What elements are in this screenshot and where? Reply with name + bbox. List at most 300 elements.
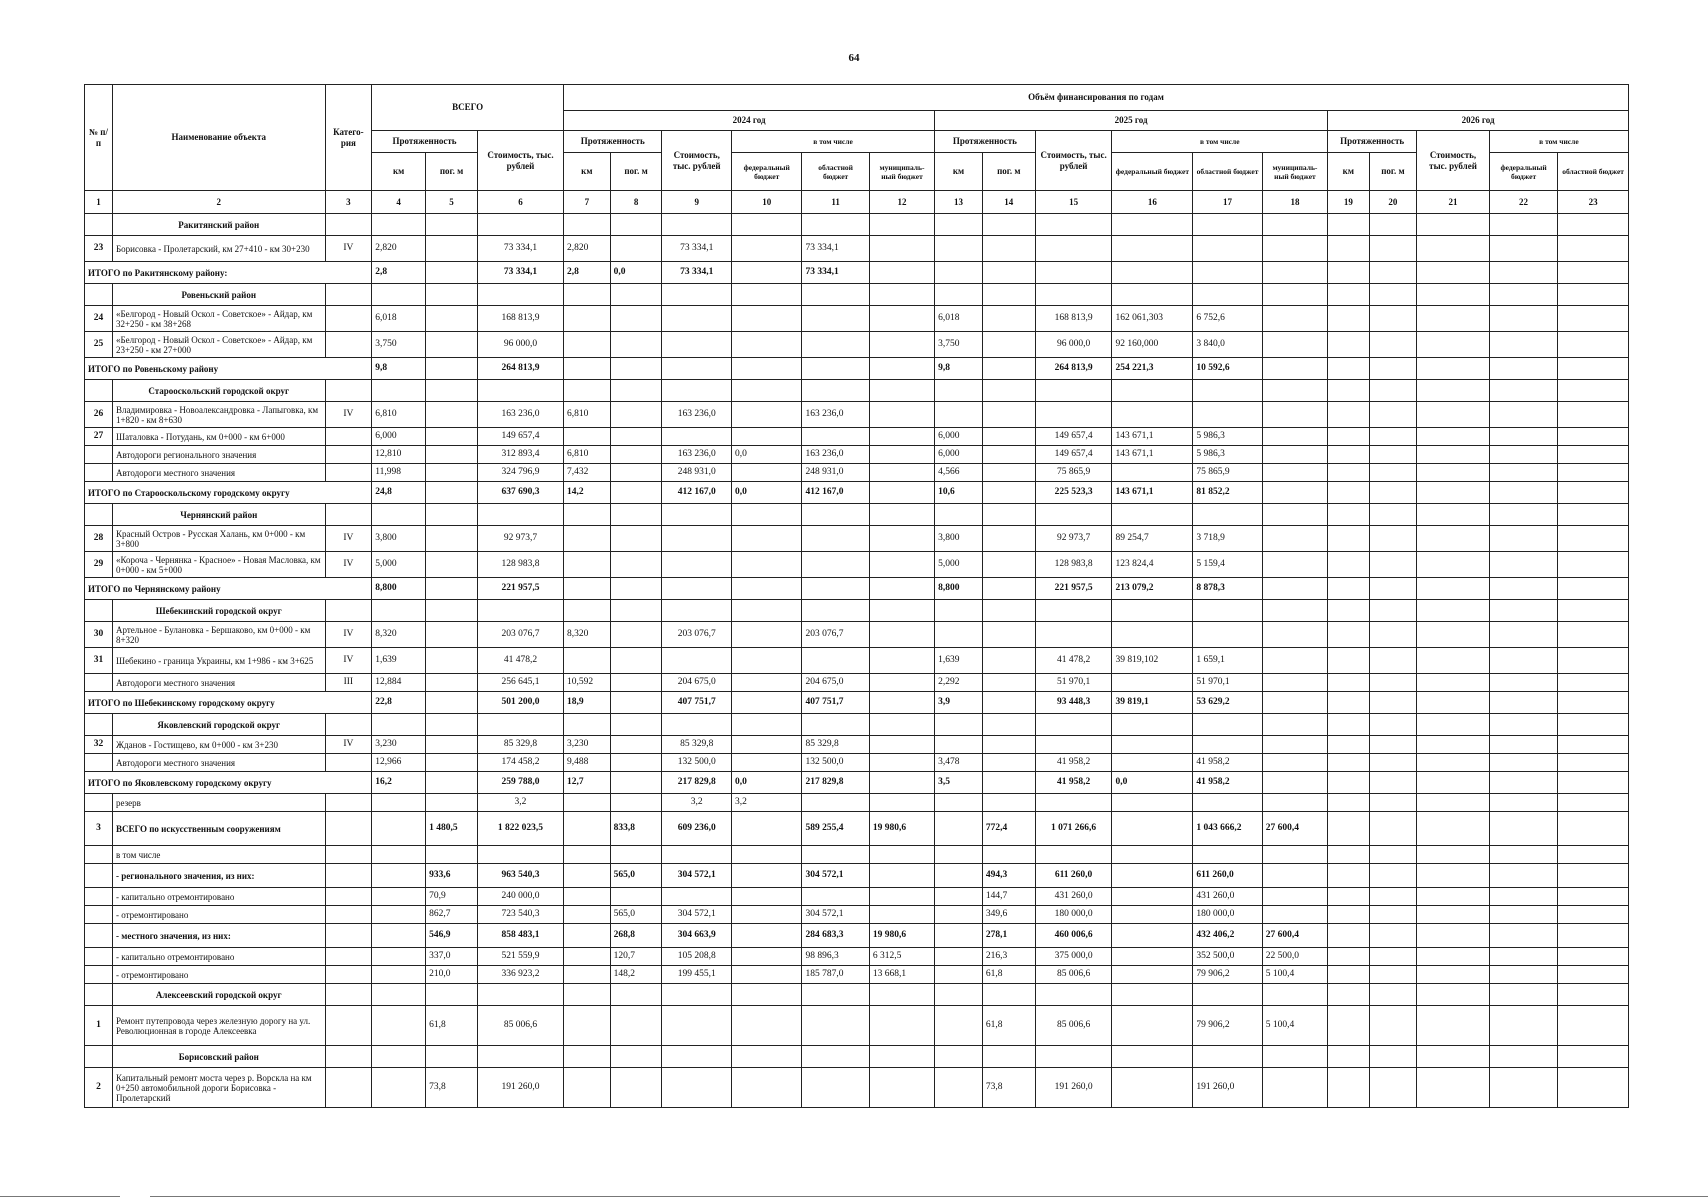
value-cell: 1 659,1 [1193, 648, 1262, 674]
value-cell [426, 648, 478, 674]
object-name: - капитально отремонтировано [112, 888, 325, 906]
value-cell: 13 668,1 [869, 966, 934, 984]
value-cell [1369, 622, 1417, 648]
value-cell [731, 1006, 802, 1046]
value-cell: 19 980,6 [869, 812, 934, 846]
value-cell [1369, 674, 1417, 692]
value-cell [1112, 504, 1193, 526]
total-row [85, 578, 1629, 600]
row-number: 27 [85, 428, 113, 446]
value-cell [662, 984, 731, 1006]
value-cell: 3,750 [935, 332, 983, 358]
value-cell [1558, 622, 1629, 648]
value-cell [610, 214, 662, 236]
value-cell [662, 526, 731, 552]
value-cell [1328, 482, 1369, 504]
table-row [85, 428, 1629, 446]
value-cell [802, 552, 869, 578]
value-cell [1558, 772, 1629, 794]
value-cell: 203 076,7 [477, 622, 563, 648]
value-cell [1558, 380, 1629, 402]
value-cell: 39 819,102 [1112, 648, 1193, 674]
value-cell [477, 214, 563, 236]
row-number [85, 794, 113, 812]
value-cell [563, 888, 610, 906]
row-number [85, 846, 113, 864]
value-cell [662, 214, 731, 236]
value-cell [731, 284, 802, 306]
value-cell: 213 079,2 [1112, 578, 1193, 600]
value-cell [869, 906, 934, 924]
value-cell [1369, 428, 1417, 446]
value-cell [869, 888, 934, 906]
value-cell [1262, 380, 1327, 402]
value-cell: 264 813,9 [477, 358, 563, 380]
value-cell [563, 306, 610, 332]
value-cell: 27 600,4 [1262, 812, 1327, 846]
value-cell: 51 970,1 [1193, 674, 1262, 692]
value-cell: 304 572,1 [662, 906, 731, 924]
value-cell [662, 714, 731, 736]
value-cell [1417, 1046, 1490, 1068]
category [325, 446, 372, 464]
value-cell [477, 380, 563, 402]
value-cell [610, 692, 662, 714]
category [325, 864, 372, 888]
value-cell [1558, 754, 1629, 772]
value-cell [1489, 948, 1557, 966]
value-cell: 6,000 [935, 428, 983, 446]
value-cell [1035, 236, 1112, 262]
header-year-2025: 2025 год [935, 111, 1328, 131]
value-cell [563, 1046, 610, 1068]
value-cell: 407 751,7 [662, 692, 731, 714]
value-cell [869, 306, 934, 332]
value-cell [1558, 1068, 1629, 1108]
category: IV [325, 736, 372, 754]
value-cell: 3,5 [935, 772, 983, 794]
value-cell: 324 796,9 [477, 464, 563, 482]
district-row [85, 714, 1629, 736]
value-cell [1193, 622, 1262, 648]
value-cell [610, 754, 662, 772]
value-cell [1558, 714, 1629, 736]
value-cell [982, 428, 1035, 446]
value-cell: 6,018 [372, 306, 426, 332]
value-cell [1369, 600, 1417, 622]
value-cell [802, 714, 869, 736]
value-cell: 412 167,0 [802, 482, 869, 504]
value-cell: 144,7 [982, 888, 1035, 906]
value-cell [1328, 578, 1369, 600]
value-cell: 132 500,0 [802, 754, 869, 772]
value-cell [1489, 736, 1557, 754]
value-cell [1489, 674, 1557, 692]
value-cell [802, 358, 869, 380]
value-cell: 3,2 [477, 794, 563, 812]
value-cell [1489, 622, 1557, 648]
value-cell [869, 754, 934, 772]
value-cell [1262, 622, 1327, 648]
value-cell [935, 214, 983, 236]
value-cell [1558, 888, 1629, 906]
value-cell [1262, 446, 1327, 464]
value-cell [1035, 714, 1112, 736]
value-cell [1369, 692, 1417, 714]
table-row [85, 924, 1629, 948]
table-row [85, 794, 1629, 812]
value-cell [1558, 906, 1629, 924]
value-cell [1417, 358, 1490, 380]
value-cell: 9,8 [372, 358, 426, 380]
value-cell: 5,000 [372, 552, 426, 578]
value-cell [935, 1068, 983, 1108]
value-cell: 128 983,8 [1035, 552, 1112, 578]
value-cell: 162 061,303 [1112, 306, 1193, 332]
column-number: 8 [610, 191, 662, 214]
value-cell: 73 334,1 [662, 262, 731, 284]
value-cell: 264 813,9 [1035, 358, 1112, 380]
value-cell [372, 714, 426, 736]
value-cell [662, 1068, 731, 1108]
value-cell [1558, 332, 1629, 358]
value-cell [1112, 924, 1193, 948]
value-cell [731, 864, 802, 888]
value-cell [1328, 888, 1369, 906]
value-cell: 180 000,0 [1193, 906, 1262, 924]
value-cell: 203 076,7 [802, 622, 869, 648]
value-cell [1193, 714, 1262, 736]
table-row [85, 332, 1629, 358]
value-cell [1489, 464, 1557, 482]
value-cell [731, 924, 802, 948]
value-cell [935, 262, 983, 284]
object-name: Жданов - Гостищево, км 0+000 - км 3+230 [112, 736, 325, 754]
value-cell: 240 000,0 [477, 888, 563, 906]
value-cell [1112, 214, 1193, 236]
category: III [325, 674, 372, 692]
value-cell [1489, 446, 1557, 464]
table-row [85, 674, 1629, 692]
value-cell: 51 970,1 [1035, 674, 1112, 692]
value-cell: 337,0 [426, 948, 478, 966]
value-cell: 85 329,8 [477, 736, 563, 754]
value-cell [426, 1046, 478, 1068]
value-cell: 148,2 [610, 966, 662, 984]
value-cell [1328, 984, 1369, 1006]
value-cell [1369, 794, 1417, 812]
value-cell [869, 1068, 934, 1108]
value-cell [1262, 1046, 1327, 1068]
value-cell [372, 812, 426, 846]
value-cell [1328, 236, 1369, 262]
value-cell: 85 329,8 [802, 736, 869, 754]
object-name: ИТОГО по Чернянскому району [85, 578, 372, 600]
value-cell: 41 958,2 [1193, 754, 1262, 772]
value-cell: 3,800 [935, 526, 983, 552]
value-cell: 12,7 [563, 772, 610, 794]
value-cell [1112, 1006, 1193, 1046]
value-cell [1369, 402, 1417, 428]
value-cell: 10,6 [935, 482, 983, 504]
value-cell [1193, 504, 1262, 526]
value-cell: 41 958,2 [1035, 754, 1112, 772]
value-cell [1558, 284, 1629, 306]
value-cell: 41 958,2 [1035, 772, 1112, 794]
value-cell [935, 1046, 983, 1068]
value-cell: 217 829,8 [802, 772, 869, 794]
value-cell [1035, 402, 1112, 428]
value-cell [935, 402, 983, 428]
value-cell [1489, 794, 1557, 812]
value-cell [1417, 1006, 1490, 1046]
value-cell [1489, 888, 1557, 906]
value-cell [1558, 600, 1629, 622]
value-cell [1193, 846, 1262, 864]
value-cell: 2,820 [563, 236, 610, 262]
value-cell [935, 736, 983, 754]
value-cell [372, 924, 426, 948]
table-row [85, 812, 1629, 846]
value-cell: 3,230 [372, 736, 426, 754]
district-row [85, 214, 1629, 236]
value-cell [869, 846, 934, 864]
value-cell [869, 864, 934, 888]
value-cell [982, 526, 1035, 552]
value-cell [1417, 402, 1490, 428]
value-cell [1417, 966, 1490, 984]
value-cell [1369, 578, 1417, 600]
table-row [85, 622, 1629, 648]
value-cell: 85 006,6 [1035, 966, 1112, 984]
value-cell [610, 332, 662, 358]
value-cell [1112, 812, 1193, 846]
value-cell: 3,478 [935, 754, 983, 772]
value-cell [1369, 714, 1417, 736]
value-cell [731, 236, 802, 262]
row-number [85, 214, 113, 236]
row-number: 3 [85, 812, 113, 846]
object-name: - отремонтировано [112, 966, 325, 984]
value-cell [372, 906, 426, 924]
value-cell: 168 813,9 [477, 306, 563, 332]
value-cell: 96 000,0 [1035, 332, 1112, 358]
column-number: 10 [731, 191, 802, 214]
value-cell [1262, 888, 1327, 906]
value-cell [610, 1068, 662, 1108]
value-cell [1369, 526, 1417, 552]
value-cell: 1,639 [372, 648, 426, 674]
value-cell [610, 1046, 662, 1068]
value-cell [1112, 948, 1193, 966]
value-cell [982, 1046, 1035, 1068]
value-cell [426, 714, 478, 736]
value-cell [1417, 428, 1490, 446]
value-cell [982, 600, 1035, 622]
value-cell [610, 402, 662, 428]
value-cell [426, 692, 478, 714]
value-cell [1489, 380, 1557, 402]
value-cell [982, 794, 1035, 812]
value-cell [1417, 692, 1490, 714]
value-cell [426, 984, 478, 1006]
value-cell [1417, 214, 1490, 236]
value-cell [563, 380, 610, 402]
value-cell: 73 334,1 [477, 262, 563, 284]
value-cell [1489, 714, 1557, 736]
value-cell [1328, 306, 1369, 332]
value-cell [610, 578, 662, 600]
header-cost: Стоимость, тыс. рублей [1035, 131, 1112, 191]
object-name: Яковлевский городской округ [112, 714, 325, 736]
value-cell: 3,9 [935, 692, 983, 714]
category [325, 906, 372, 924]
value-cell: 6 752,6 [1193, 306, 1262, 332]
value-cell [869, 714, 934, 736]
value-cell: 24,8 [372, 482, 426, 504]
value-cell: 858 483,1 [477, 924, 563, 948]
value-cell [869, 214, 934, 236]
object-name: Капитальный ремонт моста через р. Ворскла на км 0+250 автомобильной дороги Борисовка - Пролетарский [112, 1068, 325, 1108]
value-cell [1328, 446, 1369, 464]
value-cell [563, 924, 610, 948]
object-name: Владимировка - Новоалександровка - Лапыговка, км 1+820 - км 8+630 [112, 402, 325, 428]
value-cell: 460 006,6 [1035, 924, 1112, 948]
table-row [85, 464, 1629, 482]
value-cell [610, 794, 662, 812]
value-cell: 6,000 [372, 428, 426, 446]
value-cell: 248 931,0 [662, 464, 731, 482]
value-cell: 546,9 [426, 924, 478, 948]
value-cell [869, 284, 934, 306]
value-cell [1558, 236, 1629, 262]
value-cell: 73 334,1 [802, 236, 869, 262]
value-cell [1035, 736, 1112, 754]
scan-line [0, 1196, 120, 1197]
value-cell [1262, 794, 1327, 812]
object-name: ИТОГО по Старооскольскому городскому округу [85, 482, 372, 504]
value-cell [610, 1006, 662, 1046]
value-cell [802, 306, 869, 332]
value-cell [563, 552, 610, 578]
value-cell [1417, 446, 1490, 464]
value-cell: 9,8 [935, 358, 983, 380]
table-row [85, 754, 1629, 772]
value-cell [1489, 754, 1557, 772]
value-cell: 12,966 [372, 754, 426, 772]
value-cell [982, 306, 1035, 332]
value-cell [1369, 948, 1417, 966]
value-cell [662, 504, 731, 526]
value-cell [426, 846, 478, 864]
value-cell: 93 448,3 [1035, 692, 1112, 714]
value-cell [1369, 284, 1417, 306]
value-cell [935, 622, 983, 648]
value-cell [869, 446, 934, 464]
value-cell [1328, 692, 1369, 714]
value-cell [563, 812, 610, 846]
table-row [85, 864, 1629, 888]
value-cell [662, 332, 731, 358]
value-cell [802, 526, 869, 552]
category [325, 966, 372, 984]
value-cell [1558, 966, 1629, 984]
value-cell [731, 526, 802, 552]
value-cell [563, 906, 610, 924]
value-cell [1417, 812, 1490, 846]
district-row [85, 984, 1629, 1006]
value-cell [1369, 504, 1417, 526]
value-cell: 73 334,1 [662, 236, 731, 262]
header-pog-m: пог. м [426, 153, 478, 191]
value-cell [1112, 864, 1193, 888]
value-cell: 61,8 [982, 1006, 1035, 1046]
value-cell: 70,9 [426, 888, 478, 906]
value-cell [610, 714, 662, 736]
value-cell [610, 380, 662, 402]
value-cell: 92 973,7 [1035, 526, 1112, 552]
value-cell [1328, 402, 1369, 428]
value-cell [1489, 692, 1557, 714]
value-cell [982, 446, 1035, 464]
value-cell [372, 864, 426, 888]
value-cell: 0,0 [731, 446, 802, 464]
row-number [85, 966, 113, 984]
row-number: 28 [85, 526, 113, 552]
value-cell [1262, 714, 1327, 736]
value-cell: 431 260,0 [1193, 888, 1262, 906]
value-cell [869, 428, 934, 446]
value-cell [982, 552, 1035, 578]
value-cell [1558, 552, 1629, 578]
value-cell [1328, 714, 1369, 736]
value-cell: 3,800 [372, 526, 426, 552]
value-cell: 723 540,3 [477, 906, 563, 924]
value-cell: 79 906,2 [1193, 1006, 1262, 1046]
object-name: ВСЕГО по искусственным сооружениям [112, 812, 325, 846]
value-cell [1262, 306, 1327, 332]
value-cell [1328, 736, 1369, 754]
value-cell [563, 948, 610, 966]
value-cell: 41 478,2 [1035, 648, 1112, 674]
value-cell [1417, 552, 1490, 578]
value-cell [1193, 262, 1262, 284]
value-cell [1489, 1006, 1557, 1046]
value-cell [1262, 772, 1327, 794]
value-cell [1112, 714, 1193, 736]
object-name: «Белгород - Новый Оскол - Советское» - Айдар, км 23+250 - км 27+000 [112, 332, 325, 358]
value-cell [982, 578, 1035, 600]
header-km: км [1328, 153, 1369, 191]
object-name: Автодороги регионального значения [112, 446, 325, 464]
row-number: 2 [85, 1068, 113, 1108]
category [325, 504, 372, 526]
value-cell: 120,7 [610, 948, 662, 966]
value-cell [1417, 504, 1490, 526]
value-cell [1328, 552, 1369, 578]
value-cell [563, 428, 610, 446]
value-cell [1328, 358, 1369, 380]
value-cell: 149 657,4 [477, 428, 563, 446]
value-cell: 180 000,0 [1035, 906, 1112, 924]
object-name: Ровеньский район [112, 284, 325, 306]
table-row [85, 446, 1629, 464]
value-cell [426, 358, 478, 380]
value-cell: 204 675,0 [662, 674, 731, 692]
value-cell: 375 000,0 [1035, 948, 1112, 966]
value-cell [426, 428, 478, 446]
object-name: резерв [112, 794, 325, 812]
